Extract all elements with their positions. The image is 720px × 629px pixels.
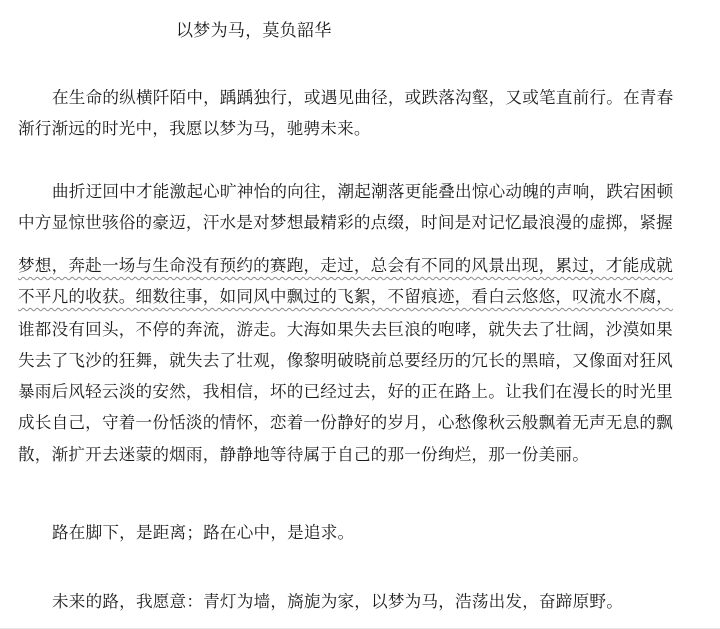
paragraph-3-line-1: 路在脚下，是距离；路在心中，是追求。	[52, 523, 355, 542]
paragraph-2-line-5: 谁都没有回头，不停的奔流，游走。大海如果失去巨浪的咆哮，就失去了壮阔，沙漠如果	[18, 320, 673, 339]
paragraph-4-line-1: 未来的路，我愿意：青灯为墙，旖旎为家，以梦为马，浩荡出发，奋蹄原野。	[52, 592, 623, 611]
paragraph-2-line-7: 暴雨后风轻云淡的安然，我相信，坏的已经过去，好的正在路上。让我们在漫长的时光里	[18, 382, 673, 401]
document-title: 以梦为马，莫负韶华	[176, 21, 332, 41]
paragraph-2-line-8: 成长自己，守着一份恬淡的情怀，恋着一份静好的岁月，心愁像秋云般飘着无声无息的飘	[18, 413, 673, 432]
paragraph-2-line-1: 曲折迂回中才能激起心旷神怡的向往，潮起潮落更能叠出惊心动魄的声响，跌宕困顿	[52, 182, 674, 201]
paragraph-1-line-1: 在生命的纵横阡陌中，踽踽独行，或遇见曲径，或跌落沟壑，又或笔直前行。在青春	[52, 88, 674, 107]
paragraph-2-line-3-spellcheck: 梦想，奔赴一场与生命没有预约的赛跑，走过，总会有不同的风景出现，累过，才能成就	[18, 256, 673, 275]
paragraph-2-line-6: 失去了飞沙的狂舞，就失去了壮观，像黎明破晓前总要经历的冗长的黑暗，又像面对狂风	[18, 351, 673, 370]
paragraph-2-line-2: 中方显惊世骇俗的豪迈，汗水是对梦想最精彩的点缀，时间是对记忆最浪漫的虚掷，紧握	[18, 213, 673, 232]
paragraph-1-line-2: 渐行渐远的时光中，我愿以梦为马，驰骋未来。	[18, 119, 371, 138]
paragraph-2-line-4-spellcheck: 不平凡的收获。细数往事，如同风中飘过的飞絮，不留痕迹，看白云悠悠，叹流水不腐，	[18, 287, 673, 306]
paragraph-2-line-9: 散，渐扩开去迷蒙的烟雨，静静地等待属于自己的那一份绚烂，那一份美丽。	[18, 445, 589, 464]
